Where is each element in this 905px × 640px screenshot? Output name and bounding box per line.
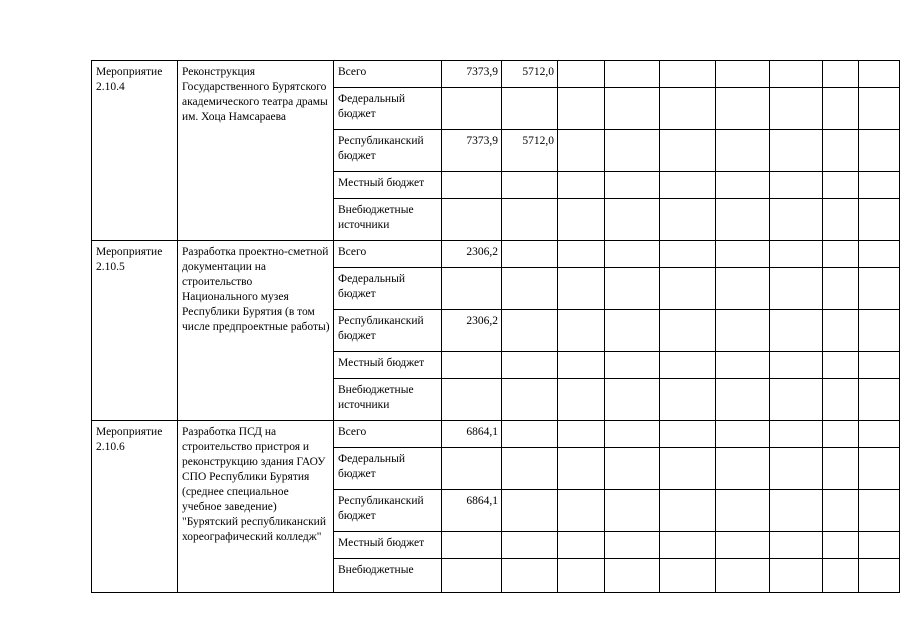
- empty-cell: [660, 448, 716, 490]
- empty-cell: [770, 241, 823, 268]
- empty-cell: [823, 448, 859, 490]
- empty-cell: [859, 532, 900, 559]
- empty-cell: [823, 172, 859, 199]
- empty-cell: [859, 559, 900, 593]
- empty-cell: [660, 241, 716, 268]
- funding-value: [442, 268, 502, 310]
- empty-cell: [716, 310, 770, 352]
- empty-cell: [859, 199, 900, 241]
- funding-value: [502, 241, 558, 268]
- empty-cell: [770, 88, 823, 130]
- empty-cell: [716, 490, 770, 532]
- funding-source: Федеральный бюджет: [334, 268, 442, 310]
- funding-value: [442, 352, 502, 379]
- funding-source: Внебюджетные: [334, 559, 442, 593]
- empty-cell: [770, 310, 823, 352]
- empty-cell: [605, 88, 660, 130]
- empty-cell: [558, 379, 605, 421]
- empty-cell: [823, 379, 859, 421]
- funding-value: 7373,9: [442, 61, 502, 88]
- empty-cell: [660, 61, 716, 88]
- empty-cell: [660, 88, 716, 130]
- empty-cell: [823, 130, 859, 172]
- empty-cell: [823, 490, 859, 532]
- empty-cell: [859, 172, 900, 199]
- empty-cell: [605, 172, 660, 199]
- funding-value: [502, 448, 558, 490]
- funding-value: [502, 532, 558, 559]
- empty-cell: [770, 199, 823, 241]
- empty-cell: [716, 199, 770, 241]
- funding-source: Местный бюджет: [334, 352, 442, 379]
- funding-source: Республиканский бюджет: [334, 310, 442, 352]
- empty-cell: [605, 448, 660, 490]
- empty-cell: [823, 241, 859, 268]
- empty-cell: [558, 490, 605, 532]
- empty-cell: [823, 199, 859, 241]
- measure-code: Мероприятие 2.10.4: [92, 61, 178, 241]
- empty-cell: [605, 559, 660, 593]
- funding-value: [502, 268, 558, 310]
- funding-source: Местный бюджет: [334, 172, 442, 199]
- empty-cell: [558, 448, 605, 490]
- empty-cell: [716, 268, 770, 310]
- measure-name: Разработка проектно-сметной документации на строительство Национального музея Республики Бурятия (в том числе предпроектные работы): [178, 241, 334, 421]
- empty-cell: [859, 490, 900, 532]
- funding-value: [502, 559, 558, 593]
- empty-cell: [660, 379, 716, 421]
- empty-cell: [558, 352, 605, 379]
- empty-cell: [558, 130, 605, 172]
- funding-value: [502, 421, 558, 448]
- funding-source: Федеральный бюджет: [334, 88, 442, 130]
- funding-value: 5712,0: [502, 130, 558, 172]
- empty-cell: [605, 310, 660, 352]
- funding-source: Всего: [334, 61, 442, 88]
- funding-value: [442, 532, 502, 559]
- empty-cell: [770, 172, 823, 199]
- funding-value: 5712,0: [502, 61, 558, 88]
- empty-cell: [605, 61, 660, 88]
- measure-code: Мероприятие 2.10.5: [92, 241, 178, 421]
- empty-cell: [770, 61, 823, 88]
- empty-cell: [859, 241, 900, 268]
- empty-cell: [823, 559, 859, 593]
- empty-cell: [716, 61, 770, 88]
- empty-cell: [770, 490, 823, 532]
- empty-cell: [823, 61, 859, 88]
- table-body: [92, 61, 900, 593]
- empty-cell: [770, 559, 823, 593]
- funding-source: Всего: [334, 241, 442, 268]
- funding-value: [502, 88, 558, 130]
- empty-cell: [558, 61, 605, 88]
- empty-cell: [605, 490, 660, 532]
- empty-cell: [716, 379, 770, 421]
- empty-cell: [823, 268, 859, 310]
- table-row: [92, 421, 900, 448]
- empty-cell: [716, 130, 770, 172]
- empty-cell: [716, 241, 770, 268]
- empty-cell: [558, 559, 605, 593]
- empty-cell: [716, 421, 770, 448]
- funding-source: Внебюджетные источники: [334, 379, 442, 421]
- empty-cell: [823, 88, 859, 130]
- empty-cell: [558, 241, 605, 268]
- empty-cell: [558, 532, 605, 559]
- empty-cell: [605, 352, 660, 379]
- funding-source: Всего: [334, 421, 442, 448]
- empty-cell: [605, 268, 660, 310]
- empty-cell: [770, 421, 823, 448]
- funding-value: 6864,1: [442, 421, 502, 448]
- funding-value: [502, 199, 558, 241]
- funding-value: [442, 88, 502, 130]
- empty-cell: [859, 379, 900, 421]
- empty-cell: [859, 421, 900, 448]
- empty-cell: [716, 172, 770, 199]
- empty-cell: [823, 310, 859, 352]
- empty-cell: [660, 199, 716, 241]
- empty-cell: [558, 268, 605, 310]
- funding-value: [442, 448, 502, 490]
- funding-value: [502, 310, 558, 352]
- funding-source: Местный бюджет: [334, 532, 442, 559]
- funding-value: 6864,1: [442, 490, 502, 532]
- empty-cell: [770, 130, 823, 172]
- funding-value: 2306,2: [442, 241, 502, 268]
- funding-value: [442, 379, 502, 421]
- empty-cell: [605, 379, 660, 421]
- empty-cell: [716, 88, 770, 130]
- empty-cell: [859, 61, 900, 88]
- empty-cell: [605, 421, 660, 448]
- empty-cell: [605, 199, 660, 241]
- empty-cell: [770, 532, 823, 559]
- empty-cell: [823, 421, 859, 448]
- empty-cell: [770, 448, 823, 490]
- empty-cell: [859, 352, 900, 379]
- empty-cell: [716, 532, 770, 559]
- empty-cell: [823, 532, 859, 559]
- empty-cell: [660, 172, 716, 199]
- empty-cell: [660, 559, 716, 593]
- empty-cell: [716, 559, 770, 593]
- empty-cell: [558, 199, 605, 241]
- empty-cell: [660, 352, 716, 379]
- empty-cell: [716, 448, 770, 490]
- empty-cell: [770, 352, 823, 379]
- funding-source: Федеральный бюджет: [334, 448, 442, 490]
- empty-cell: [605, 241, 660, 268]
- funding-value: [502, 490, 558, 532]
- empty-cell: [660, 490, 716, 532]
- empty-cell: [770, 379, 823, 421]
- empty-cell: [823, 352, 859, 379]
- empty-cell: [558, 310, 605, 352]
- empty-cell: [605, 532, 660, 559]
- empty-cell: [660, 421, 716, 448]
- empty-cell: [558, 88, 605, 130]
- funding-value: 2306,2: [442, 310, 502, 352]
- budget-table: [91, 60, 900, 593]
- empty-cell: [859, 310, 900, 352]
- empty-cell: [716, 352, 770, 379]
- measure-name: Разработка ПСД на строительство пристроя и реконструкцию здания ГАОУ СПО Республики Бурятия (среднее специальное учебное заведение) "Бурятский республиканский хореографический колледж": [178, 421, 334, 593]
- funding-value: [442, 559, 502, 593]
- table-row: [92, 61, 900, 88]
- empty-cell: [770, 268, 823, 310]
- empty-cell: [558, 172, 605, 199]
- empty-cell: [859, 88, 900, 130]
- empty-cell: [558, 421, 605, 448]
- table-row: [92, 241, 900, 268]
- empty-cell: [660, 130, 716, 172]
- measure-code: Мероприятие 2.10.6: [92, 421, 178, 593]
- funding-value: [442, 172, 502, 199]
- funding-value: [502, 379, 558, 421]
- funding-source: Республиканский бюджет: [334, 130, 442, 172]
- empty-cell: [605, 130, 660, 172]
- measure-name: Реконструкция Государственного Бурятского академического театра драмы им. Хоца Намсараева: [178, 61, 334, 241]
- empty-cell: [859, 448, 900, 490]
- empty-cell: [660, 310, 716, 352]
- empty-cell: [859, 130, 900, 172]
- funding-value: [502, 352, 558, 379]
- funding-value: [442, 199, 502, 241]
- funding-source: Внебюджетные источники: [334, 199, 442, 241]
- funding-value: 7373,9: [442, 130, 502, 172]
- empty-cell: [660, 532, 716, 559]
- empty-cell: [660, 268, 716, 310]
- funding-source: Республиканский бюджет: [334, 490, 442, 532]
- funding-value: [502, 172, 558, 199]
- empty-cell: [859, 268, 900, 310]
